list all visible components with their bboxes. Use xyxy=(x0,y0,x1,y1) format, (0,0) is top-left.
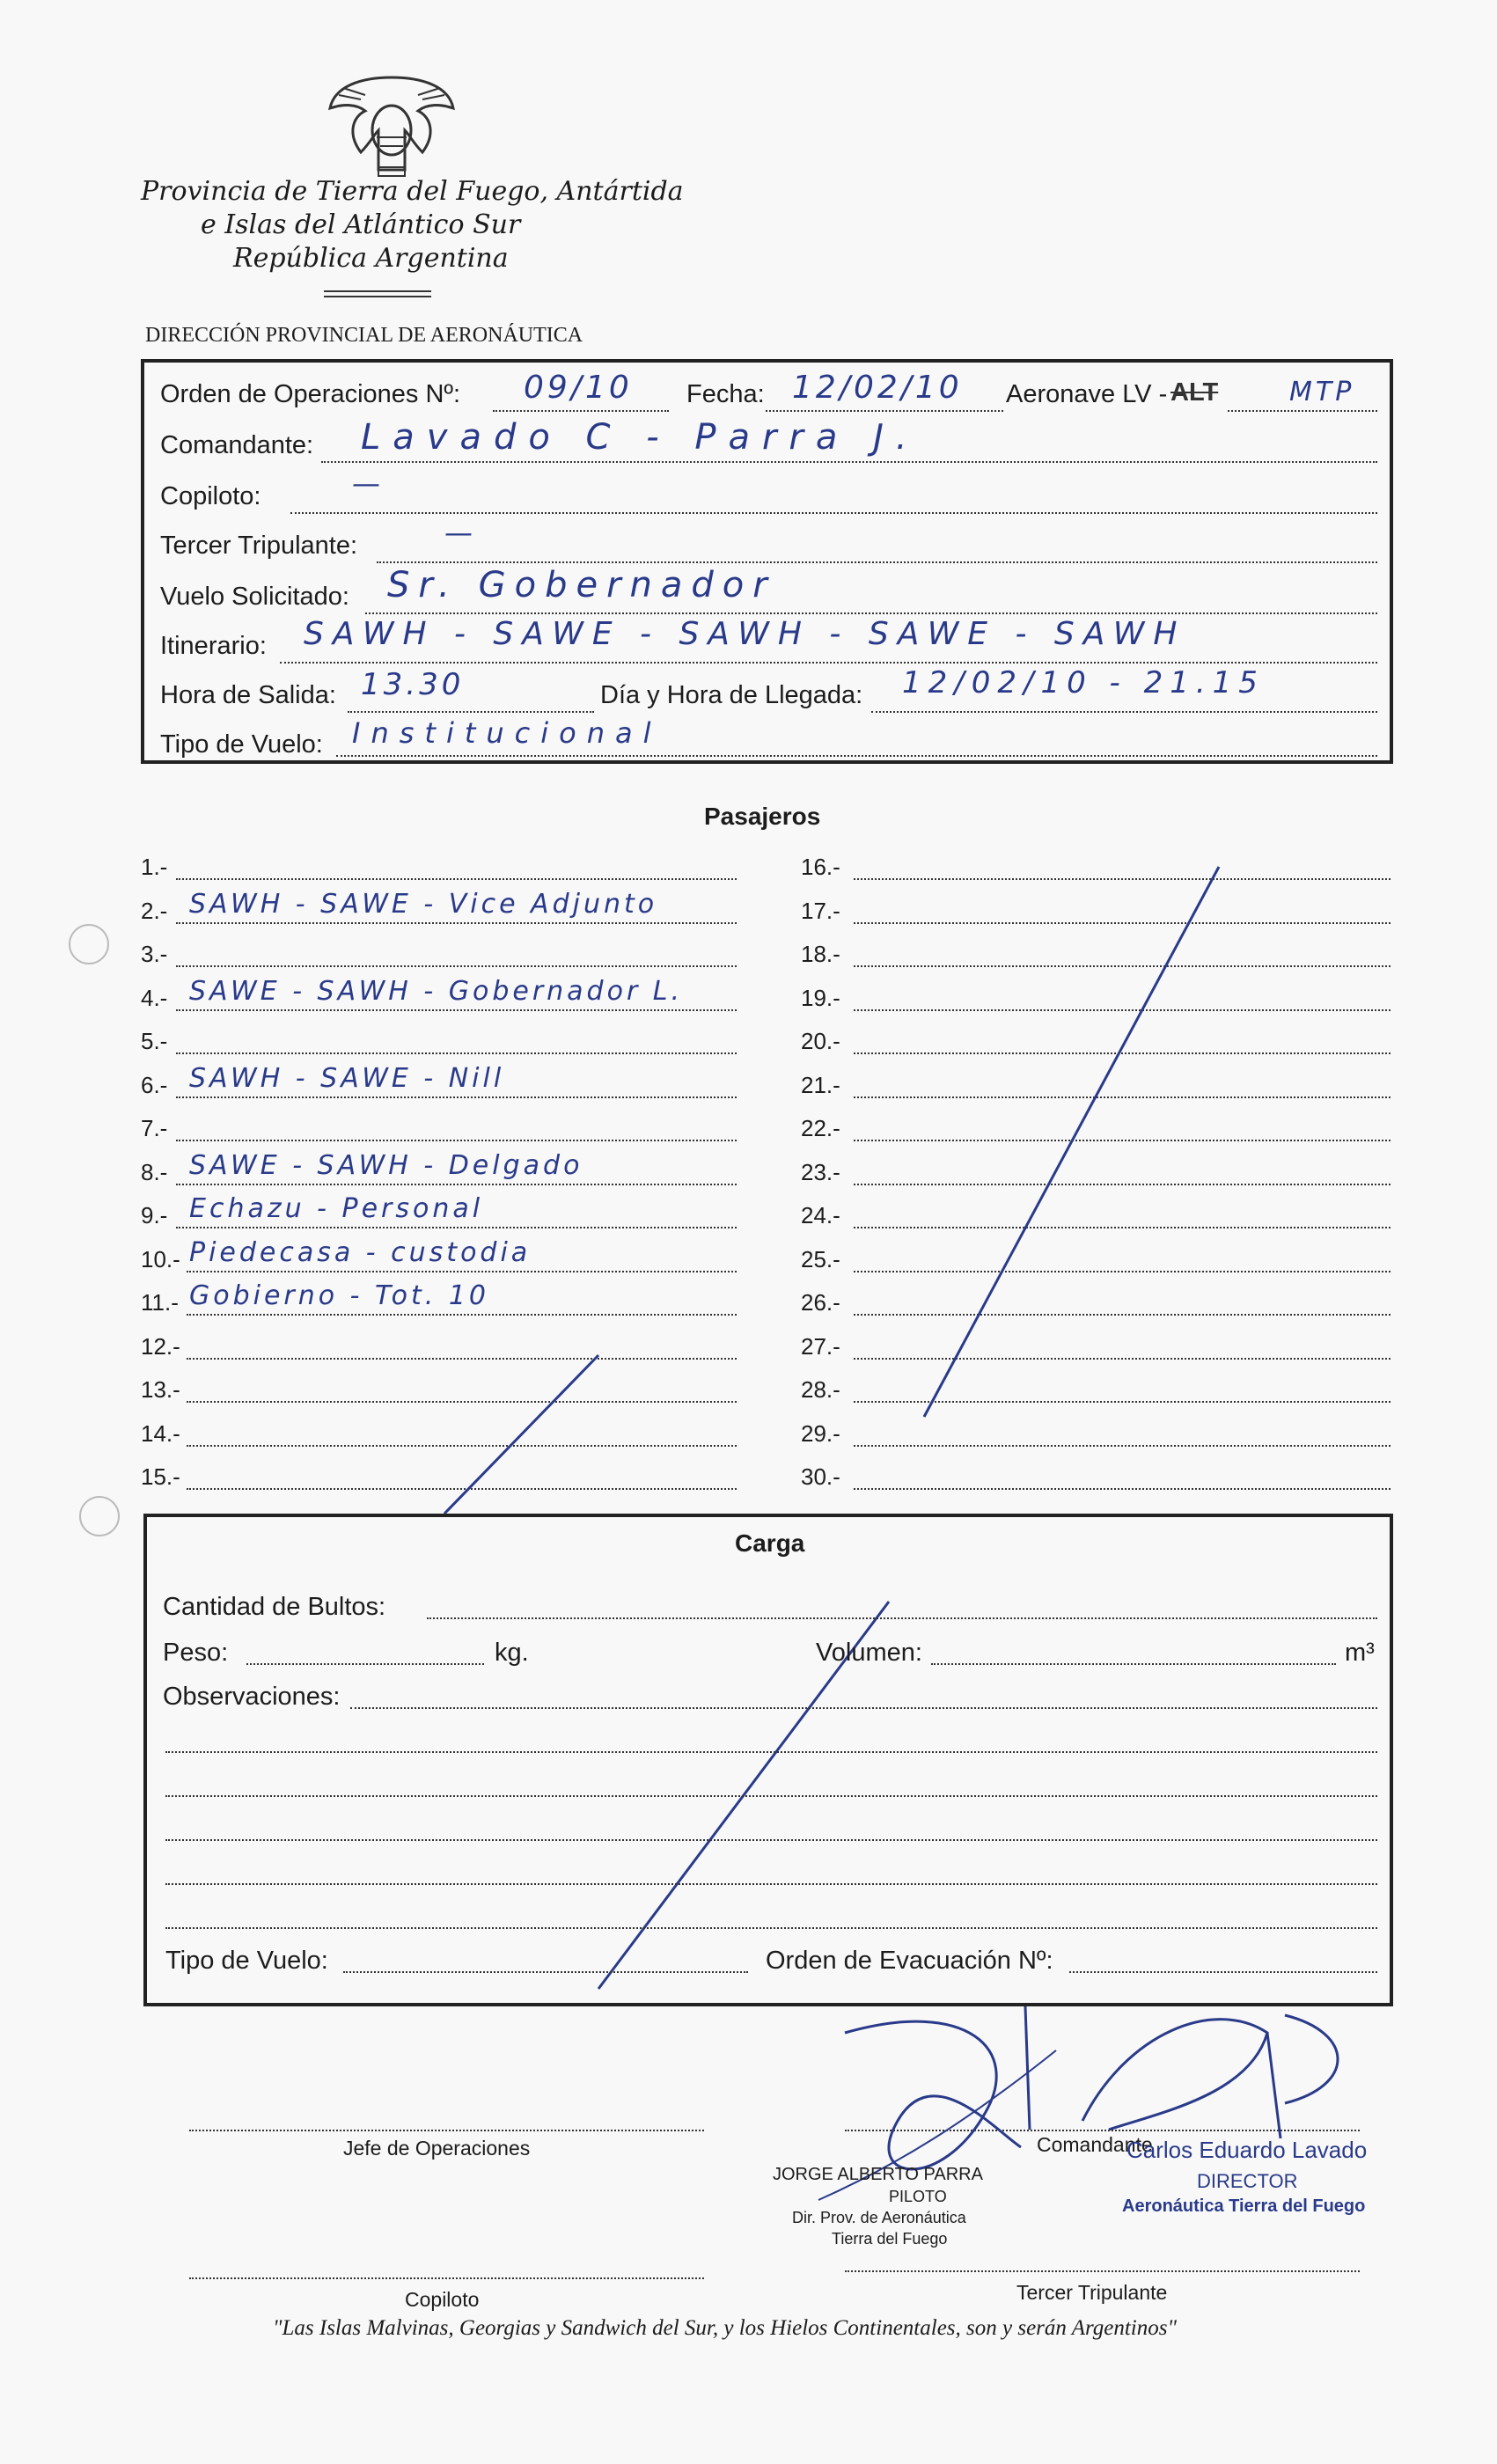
passenger-name: Gobierno - Tot. 10 xyxy=(189,1280,490,1311)
peso-dots xyxy=(246,1663,484,1665)
stamp1-org1: Dir. Prov. de Aeronáutica xyxy=(792,2209,966,2226)
fecha-label: Fecha: xyxy=(686,380,765,408)
orden-label: Orden de Operaciones Nº: xyxy=(160,380,461,408)
passenger-number: 14.- xyxy=(141,1419,180,1447)
copiloto-value: — xyxy=(352,466,384,500)
observaciones-label: Observaciones: xyxy=(163,1683,341,1711)
binder-hole xyxy=(79,1496,120,1536)
copiloto-line xyxy=(189,2277,704,2279)
fecha-value: 12/02/10 xyxy=(792,370,963,406)
passenger-number: 16.- xyxy=(801,854,840,880)
stamp1-role: PILOTO xyxy=(889,2188,947,2205)
passenger-name: SAWE - SAWH - Delgado xyxy=(189,1149,583,1181)
jefe-line xyxy=(189,2130,704,2131)
carga-tipo-dots xyxy=(343,1971,748,1973)
passenger-number: 10.- xyxy=(141,1245,180,1272)
obs-dots-2 xyxy=(165,1751,1377,1753)
vuelo-label: Vuelo Solicitado: xyxy=(160,583,349,611)
passenger-number: 22.- xyxy=(801,1115,840,1141)
salida-label: Hora de Salida: xyxy=(160,681,336,709)
passenger-number: 19.- xyxy=(801,984,840,1011)
passenger-number: 13.- xyxy=(141,1376,180,1403)
passenger-number: 27.- xyxy=(801,1332,840,1360)
passenger-number: 12.- xyxy=(141,1332,180,1360)
comandante-sig-label: Comandante xyxy=(1037,2133,1153,2156)
passenger-number: 29.- xyxy=(801,1419,840,1447)
passenger-number: 18.- xyxy=(801,941,840,967)
passenger-name: SAWE - SAWH - Gobernador L. xyxy=(189,975,684,1007)
passenger-name: Piedecasa - custodia xyxy=(189,1236,532,1268)
carga-tipo-label: Tipo de Vuelo: xyxy=(165,1947,328,1975)
stamp1-org2: Tierra del Fuego xyxy=(832,2230,948,2248)
stamp2-name: Carlos Eduardo Lavado xyxy=(1126,2137,1368,2163)
passenger-number: 21.- xyxy=(801,1071,840,1098)
carga-title: Carga xyxy=(735,1529,805,1557)
passenger-number: 3.- xyxy=(141,941,168,967)
evac-label: Orden de Evacuación Nº: xyxy=(766,1947,1053,1975)
llegada-label: Día y Hora de Llegada: xyxy=(600,681,863,709)
passenger-number: 28.- xyxy=(801,1376,840,1403)
orden-value: 09/10 xyxy=(524,370,633,406)
passenger-number: 9.- xyxy=(141,1202,168,1228)
passenger-number: 25.- xyxy=(801,1245,840,1272)
tercer-value: — xyxy=(444,516,476,549)
itinerario-value: SAWH - SAWE - SAWH - SAWE - SAWH xyxy=(304,616,1186,652)
passenger-number: 5.- xyxy=(141,1028,168,1054)
passenger-number: 30.- xyxy=(801,1463,840,1490)
passenger-number: 20.- xyxy=(801,1028,840,1054)
passenger-number: 7.- xyxy=(141,1115,168,1141)
tercer-line xyxy=(845,2270,1360,2272)
passenger-number: 23.- xyxy=(801,1158,840,1185)
copiloto-sig-label: Copiloto xyxy=(405,2288,480,2311)
bultos-label: Cantidad de Bultos: xyxy=(163,1593,386,1621)
evac-dots xyxy=(1069,1971,1377,1973)
bultos-dots xyxy=(427,1617,1377,1619)
passenger-number: 11.- xyxy=(141,1289,179,1316)
province-line-2: e Islas del Atlántico Sur xyxy=(201,209,521,240)
comandante-value: Lavado C - Parra J. xyxy=(361,417,920,458)
passenger-name: SAWH - SAWE - Vice Adjunto xyxy=(189,888,658,920)
volumen-dots xyxy=(931,1663,1336,1665)
passenger-number: 26.- xyxy=(801,1289,840,1316)
tipo-label: Tipo de Vuelo: xyxy=(160,730,323,759)
passenger-number: 6.- xyxy=(141,1071,168,1098)
footer-motto: "Las Islas Malvinas, Georgias y Sandwich del Sur, y los Hielos Continentales, son y serán Argentinos" xyxy=(273,2316,1177,2340)
passenger-number: 8.- xyxy=(141,1158,168,1185)
obs-dots-1 xyxy=(350,1707,1377,1709)
passenger-number: 24.- xyxy=(801,1202,840,1228)
passenger-name: Echazu - Personal xyxy=(189,1193,484,1224)
aeronave-label: Aeronave LV - xyxy=(1006,380,1168,408)
peso-unit: kg. xyxy=(495,1639,529,1667)
province-line-3: República Argentina xyxy=(233,243,509,274)
tercer-label: Tercer Tripulante: xyxy=(160,532,358,560)
passenger-number: 2.- xyxy=(141,897,168,924)
obs-dots-5 xyxy=(165,1883,1377,1885)
llegada-value: 12/02/10 - 21.15 xyxy=(902,665,1265,700)
stamp2-org: Aeronáutica Tierra del Fuego xyxy=(1122,2196,1366,2216)
province-line-1: Provincia de Tierra del Fuego, Antártida xyxy=(141,176,684,207)
comandante-label: Comandante: xyxy=(160,431,314,459)
volumen-label: Volumen: xyxy=(816,1639,922,1667)
tipo-value: Institucional xyxy=(352,716,662,750)
volumen-unit: m³ xyxy=(1345,1639,1375,1667)
carga-box xyxy=(143,1514,1393,2006)
passenger-number: 1.- xyxy=(141,854,168,880)
passenger-number: 17.- xyxy=(801,897,840,924)
obs-dots-4 xyxy=(165,1839,1377,1841)
pasajeros-title: Pasajeros xyxy=(704,803,821,830)
binder-hole xyxy=(69,924,109,964)
itinerario-label: Itinerario: xyxy=(160,632,267,660)
tercer-sig-label: Tercer Tripulante xyxy=(1016,2281,1168,2304)
jefe-label: Jefe de Operaciones xyxy=(343,2137,531,2160)
stamp2-role: DIRECTOR xyxy=(1197,2170,1298,2192)
obs-dots-6 xyxy=(165,1927,1377,1929)
passenger-number: 4.- xyxy=(141,984,168,1011)
aeronave-value: MTP xyxy=(1289,377,1355,407)
passenger-number: 15.- xyxy=(141,1463,180,1490)
copiloto-label: Copiloto: xyxy=(160,482,261,510)
obs-dots-3 xyxy=(165,1795,1377,1797)
salida-value: 13.30 xyxy=(361,667,465,702)
vuelo-value: Sr. Gobernador xyxy=(387,565,776,605)
passenger-name: SAWH - SAWE - Nill xyxy=(189,1062,505,1094)
department-title: DIRECCIÓN PROVINCIAL DE AERONÁUTICA xyxy=(145,324,583,347)
stamp1-name: JORGE ALBERTO PARRA xyxy=(773,2165,983,2184)
peso-label: Peso: xyxy=(163,1639,229,1667)
aeronave-struck: ALT xyxy=(1170,378,1219,407)
